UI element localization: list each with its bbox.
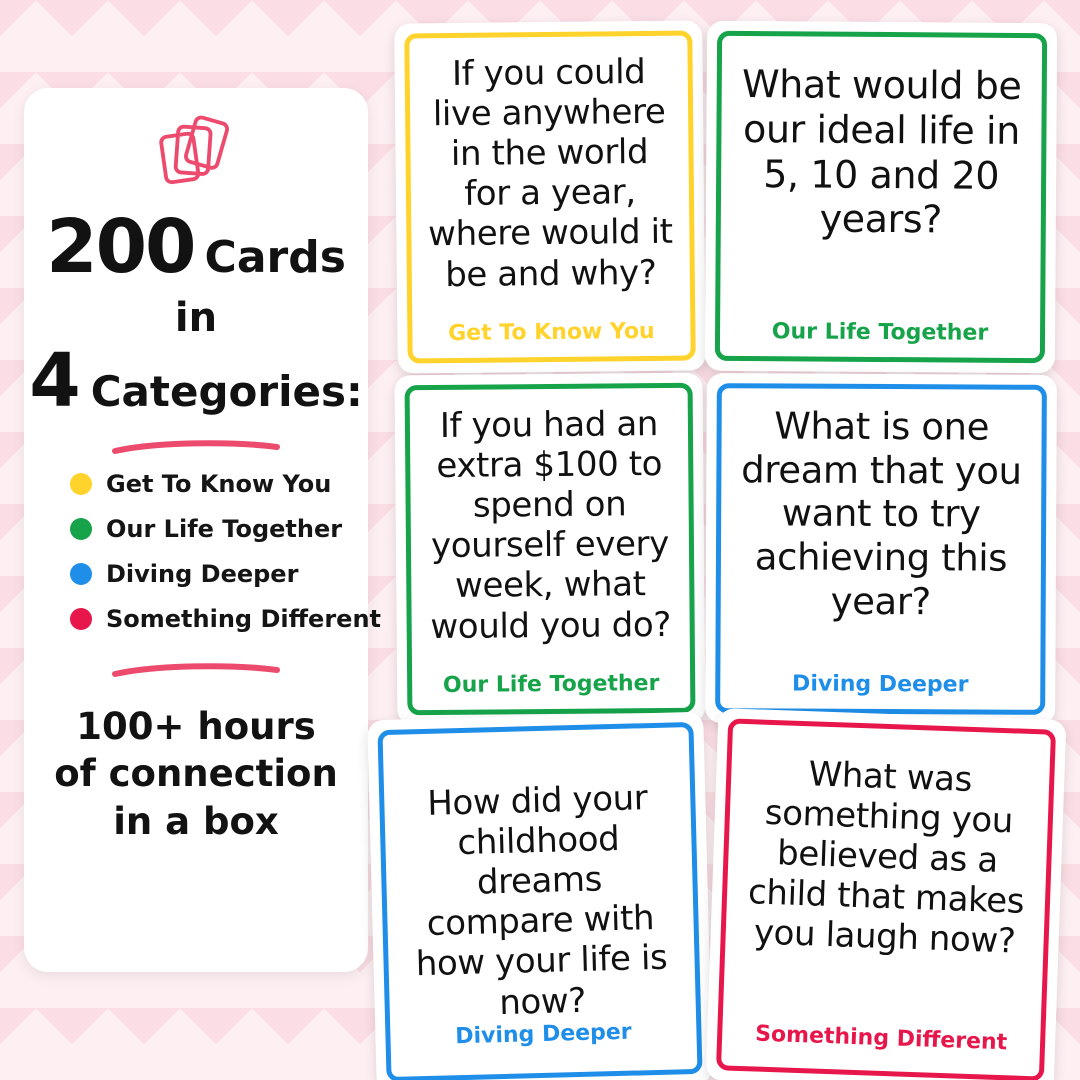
categories-count-line — [29, 338, 363, 424]
question-card-3[interactable] — [394, 373, 705, 726]
question-card-6[interactable] — [706, 708, 1067, 1080]
card-category: Our Life Together — [442, 671, 660, 698]
question-card-5[interactable] — [367, 712, 713, 1080]
legend-dot-icon — [70, 563, 92, 585]
legend-label: Get To Know You — [106, 470, 332, 498]
footer-line-3: in a box — [113, 799, 279, 843]
legend-item-something-different — [70, 605, 382, 633]
categories-count-number: 4 — [29, 338, 79, 424]
divider-swoosh-bottom — [111, 663, 281, 679]
card-border — [715, 31, 1047, 363]
categories-count-word: Categories: — [90, 367, 363, 416]
card-border — [715, 383, 1047, 715]
legend-item-our-life-together — [70, 515, 368, 543]
legend-dot-icon — [70, 518, 92, 540]
card-question: What was something you believed as a child that makes you laugh now? — [747, 754, 1025, 962]
footer-line-2: of connection — [54, 752, 338, 796]
cards-count-line — [46, 204, 346, 290]
connector-word: in — [174, 295, 218, 341]
card-border — [404, 31, 695, 364]
card-category: Our Life Together — [771, 319, 989, 346]
legend-label: Something Different — [106, 605, 382, 633]
cards-count-word: Cards — [204, 232, 346, 283]
card-question: How did your childhood dreams compare with how your life is now? — [415, 778, 668, 1023]
card-question: If you could live anywhere in the world for a year, where would it be and why? — [427, 51, 673, 295]
card-border — [405, 383, 696, 716]
question-card-2[interactable] — [705, 21, 1057, 373]
legend-label: Our Life Together — [106, 515, 343, 543]
card-border — [716, 718, 1056, 1080]
card-question: If you had an extra $100 to spend on yourself every week, what would you do? — [430, 404, 672, 647]
legend-item-get-to-know-you — [70, 470, 368, 498]
card-category: Diving Deeper — [792, 671, 969, 698]
question-card-1[interactable] — [394, 20, 706, 373]
question-card-4[interactable] — [705, 373, 1057, 725]
legend-item-diving-deeper — [70, 560, 368, 588]
info-panel — [24, 88, 382, 972]
cards-count-number: 200 — [46, 204, 195, 290]
footer-line-1: 100+ hours — [76, 705, 316, 748]
card-question: What is one dream that you want to try achieving this year? — [741, 404, 1022, 623]
card-category: Get To Know You — [448, 318, 655, 347]
stacked-cards-icon — [148, 114, 244, 200]
card-border — [377, 722, 702, 1080]
card-category: Diving Deeper — [454, 1019, 632, 1050]
legend-dot-icon — [70, 608, 92, 630]
legend-list — [24, 470, 382, 633]
card-category: Something Different — [754, 1021, 1008, 1056]
legend-dot-icon — [70, 473, 92, 495]
card-question: What would be our ideal life in 5, 10 and 20 years? — [741, 62, 1022, 242]
footer-tagline — [54, 703, 338, 845]
legend-label: Diving Deeper — [106, 560, 299, 588]
divider-swoosh-top — [111, 440, 281, 456]
